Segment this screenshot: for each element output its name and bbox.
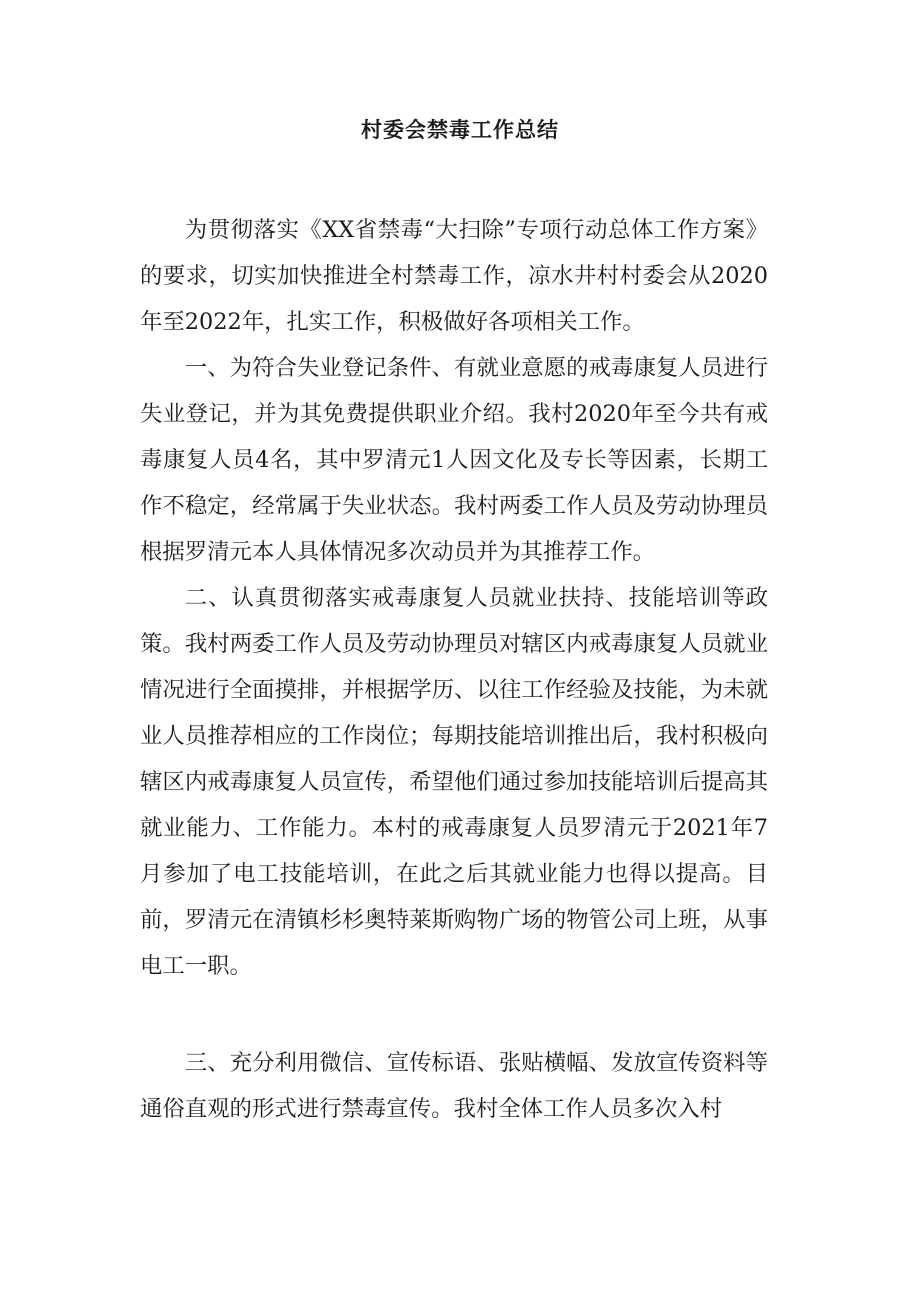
paragraph-section-1: 一、为符合失业登记条件、有就业意愿的戒毒康复人员进行失业登记，并为其免费提供职业介绍。我村2020年至今共有戒毒康复人员4名，其中罗清元1人因文化及专长等因素，长期工作不稳定，经常属于失业状态。我村两委工作人员及劳动协理员根据罗清元本人具体情况多次动员并为其推荐工作。 bbox=[140, 355, 768, 565]
paragraph-section-2: 二、认真贯彻落实戒毒康复人员就业扶持、技能培训等政策。我村两委工作人员及劳动协理员对辖区内戒毒康复人员就业情况进行全面摸排，并根据学历、以往工作经验及技能，为未就业人员推荐相应的工作岗位；每期技能培训推出后，我村积极向辖区内戒毒康复人员宣传，希望他们通过参加技能培训后提高其就业能力、工作能力。本村的戒毒康复人员罗清元于2021年7月参加了电工技能培训，在此之后其就业能力也得以提高。目前，罗清元在清镇杉杉奥特莱斯购物广场的物管公司上班，从事电工一职。 bbox=[140, 585, 768, 979]
paragraph-section-3: 三、充分利用微信、宣传标语、张贴横幅、发放宣传资料等通俗直观的形式进行禁毒宣传。我村全体工作人员多次入村 bbox=[140, 1050, 768, 1122]
document-title: 村委会禁毒工作总结 bbox=[361, 117, 559, 142]
paragraph-intro: 为贯彻落实《XX省禁毒“大扫除”专项行动总体工作方案》的要求，切实加快推进全村禁毒工作，凉水井村村委会从2020年至2022年，扎实工作，积极做好各项相关工作。 bbox=[140, 217, 768, 335]
